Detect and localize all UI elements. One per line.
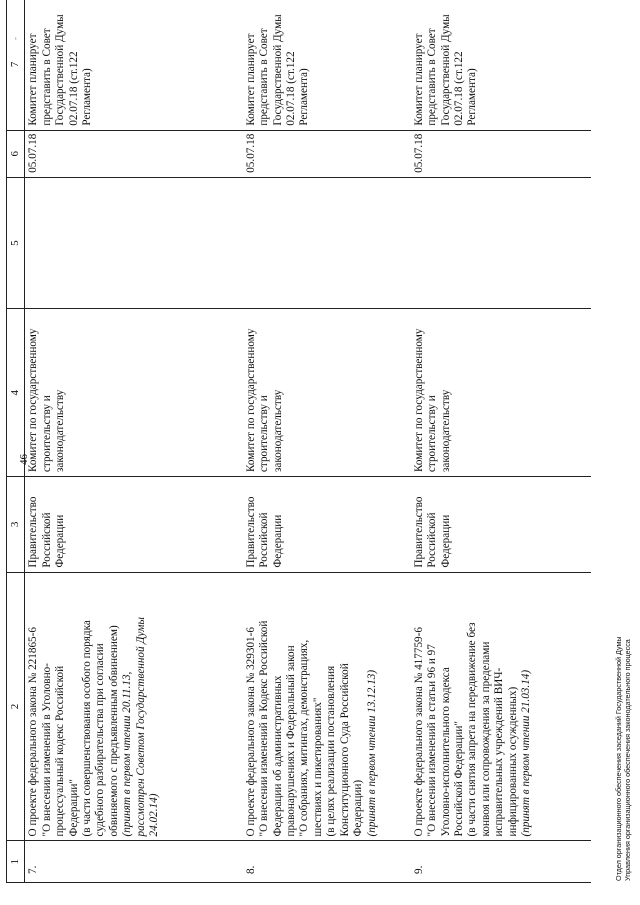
page-number: 46: [18, 454, 30, 465]
header-cell: 5: [7, 177, 25, 309]
responsible-committee: Комитет по государственному строительству и законодательству: [243, 309, 411, 477]
bill-author: Правительство Российской Федерации: [25, 477, 243, 573]
title-line: конвоя или сопровождения за пределами: [479, 641, 492, 837]
bill-table: [6, 0, 591, 883]
title-line: (в целях реализации постановления: [325, 665, 338, 837]
title-line: Федерации": [67, 779, 80, 837]
date-cell: 05.07.18: [411, 130, 591, 177]
title-line: Федерации): [352, 779, 365, 837]
bill-title: [411, 572, 591, 841]
bill-title: [25, 572, 243, 841]
title-line: "О внесении изменений в Кодекс Российской: [258, 620, 271, 837]
empty-cell: [25, 177, 243, 309]
footer-line: Управления организационного обеспечения законодательного процесса: [623, 639, 632, 881]
title-line: Уголовно-исполнительного кодекса: [439, 667, 452, 837]
title-line: шествиях и пикетированиях": [311, 697, 324, 837]
header-cell: 1: [7, 841, 25, 883]
footer-note: [614, 636, 632, 881]
row-number: 8.: [243, 841, 411, 883]
bill-author: Правительство Российской Федерации: [411, 477, 591, 573]
header-cell: 2: [7, 572, 25, 841]
header-cell: 4: [7, 309, 25, 477]
plan-cell: Комитет планирует представить в Совет Государственной Думы 02.07.18 (ст.122 Регламента): [25, 0, 243, 130]
responsible-committee: Комитет по государственному строительству и законодательству: [411, 309, 591, 477]
table-row: [411, 0, 591, 883]
reading-note: (принят в первом чтении 21.03.14): [520, 669, 533, 837]
reading-note: 24.02.14): [148, 793, 161, 837]
plan-cell: Комитет планирует представить в Совет Государственной Думы 02.07.18 (ст.122 Регламента): [243, 0, 411, 130]
title-line: "О собраниях, митингах, демонстрациях,: [298, 639, 311, 837]
header-cell: 7: [7, 0, 25, 130]
title-line: О проекте федерального закона № 329301-6: [244, 627, 257, 837]
reading-note: (принят в первом чтении 13.12.13): [365, 669, 378, 837]
title-line: "О внесении изменений в Уголовно-: [40, 663, 53, 837]
plan-cell: Комитет планирует представить в Совет Государственной Думы 02.07.18 (ст.122 Регламента): [411, 0, 591, 130]
bill-title: [243, 572, 411, 841]
title-line: Конституционного Суда Российской: [338, 663, 351, 837]
title-line: (в части снятия запрета на передвижение без: [466, 622, 479, 837]
title-line: правонарушениях и Федеральный закон: [285, 645, 297, 837]
header-cell: 6: [7, 130, 25, 177]
table-row: [243, 0, 411, 883]
reading-note: (принят в первом чтении 20.11.13,: [121, 671, 134, 837]
footer-line: Отдел организационного обеспечения заседаний Государственной Думы: [614, 636, 623, 881]
title-line: Российской Федерации": [453, 721, 465, 837]
title-line: (в части совершенствования особого порядка: [80, 620, 93, 837]
bill-author: Правительство Российской Федерации: [243, 477, 411, 573]
date-cell: 05.07.18: [243, 130, 411, 177]
table-header-row: [7, 0, 25, 883]
title-line: О проекте федерального закона № 417759-6: [412, 627, 425, 837]
table-row: [25, 0, 243, 883]
title-line: обвиняемого с предъявленным обвинением): [107, 625, 120, 837]
title-line: судебного разбирательства при согласии: [94, 643, 107, 837]
title-line: "О внесении изменений в статьи 96 и 97: [426, 644, 439, 837]
row-number: 9.: [411, 841, 591, 883]
reading-note: рассмотрен Советом Государственной Думы: [134, 617, 147, 837]
row-number: 7.: [25, 841, 243, 883]
empty-cell: [411, 177, 591, 309]
title-line: инфицированных осужденных): [506, 686, 519, 837]
title-line: процессуальный кодекс Российской: [54, 665, 67, 837]
date-cell: 05.07.18: [25, 130, 243, 177]
corner-mark: -: [10, 37, 20, 40]
header-cell: 3: [7, 477, 25, 573]
title-line: исправительных учреждений ВИЧ-: [493, 667, 506, 837]
responsible-committee: Комитет по государственному строительству и законодательству: [25, 309, 243, 477]
empty-cell: [243, 177, 411, 309]
title-line: О проекте федерального закона № 221865-6: [27, 627, 40, 837]
title-line: Федерации об административных: [271, 675, 284, 837]
